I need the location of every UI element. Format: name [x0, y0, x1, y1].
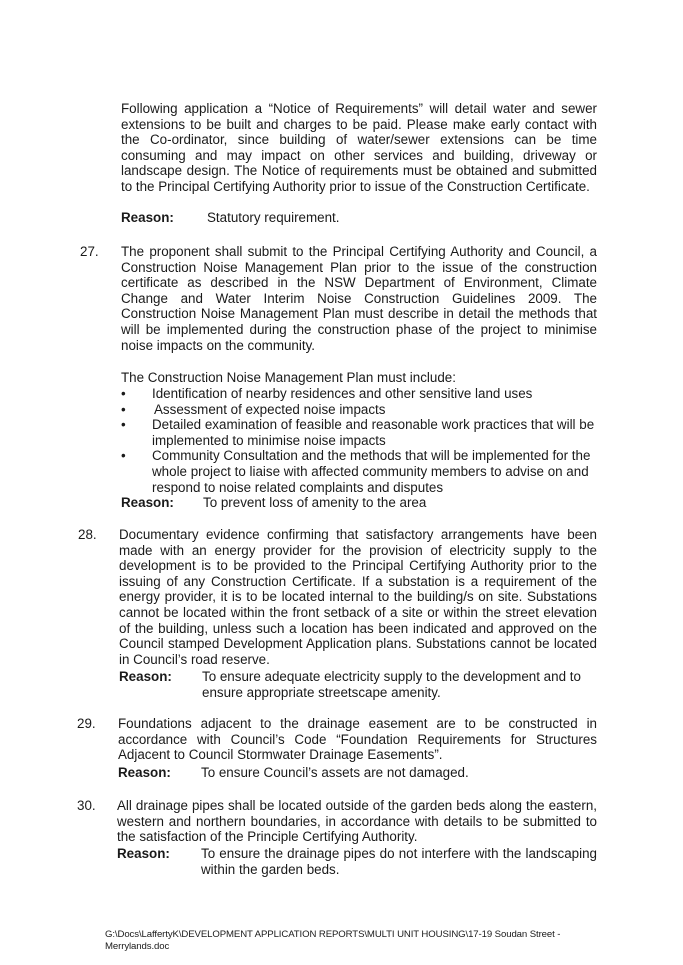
list-item-text: Community Consultation and the methods that will be implemented for the whole project to liaise with affected community members to advise on and respond to noise related complaints and disputes	[152, 448, 591, 495]
list-item	[121, 402, 597, 418]
list-item-text: Detailed examination of feasible and reasonable work practices that will be implemented to minimise noise impacts	[152, 417, 595, 448]
reason-label: Reason:	[117, 846, 170, 861]
condition-reason	[117, 846, 597, 877]
condition-number: 28.	[78, 527, 97, 542]
condition-number: 29.	[77, 716, 96, 731]
reason-text: Statutory requirement.	[207, 210, 340, 225]
list-intro: The Construction Noise Management Plan must include:	[121, 370, 456, 385]
intro-reason	[121, 210, 597, 226]
reason-label: Reason:	[121, 210, 174, 225]
reason-text: To ensure Council’s assets are not damaged.	[201, 765, 469, 780]
bullet-list	[121, 386, 597, 495]
reason-text: To ensure adequate electricity supply to the development and to ensure appropriate streetscape amenity.	[202, 669, 581, 700]
list-item	[121, 386, 597, 402]
condition-number: 30.	[77, 798, 96, 813]
intro-paragraph: Following application a “Notice of Requirements” will detail water and sewer extensions to be built and charges to be paid. Please make early contact with the Co-ordinator, since building of water/sewer extensions can be time consuming and may impact on other services and building, driveway or landscape design. The Notice of requirements must be obtained and submitted to the Principal Certifying Authority prior to issue of the Construction Certificate.	[121, 101, 597, 194]
bullet-icon: •	[121, 386, 126, 401]
condition-text: The proponent shall submit to the Principal Certifying Authority and Council, a Construction Noise Management Plan prior to the issue of the construction certificate as described in the NSW Department of Environment, Climate Change and Water Interim Noise Construction Guidelines 2009. The Construction Noise Management Plan must describe in detail the methods that will be implemented during the construction phase of the project to minimise noise impacts on the community.	[121, 244, 597, 353]
condition-reason	[119, 669, 597, 700]
reason-label: Reason:	[118, 765, 171, 780]
condition-reason	[118, 765, 597, 781]
condition-text: Documentary evidence confirming that satisfactory arrangements have been made with an energy provider for the provision of electricity supply to the development is to be provided to the Principal Certifying Authority prior to the issuing of any Construction Certificate. If a substation is a requirement of the energy provider, it is to be located internal to the building/s on site. Substations cannot be located within the front setback of a site or within the street elevation of the building, unless such a location has been indicated and approved on the Council stamped Development Application plans. Substations cannot be located in Council’s road reserve.	[119, 527, 597, 667]
bullet-icon: •	[121, 417, 126, 433]
footer-file-path: G:\Docs\LaffertyK\DEVELOPMENT APPLICATION REPORTS\MULTI UNIT HOUSING\17-19 Soudan Street - Merrylands.doc	[105, 929, 561, 952]
list-item	[121, 448, 597, 495]
bullet-icon: •	[121, 448, 126, 464]
condition-number: 27.	[80, 244, 99, 259]
list-item	[121, 417, 597, 448]
condition-text: Foundations adjacent to the drainage easement are to be constructed in accordance with Council’s Code “Foundation Requirements for Structures Adjacent to Council Stormwater Drainage Easements”.	[118, 716, 597, 763]
reason-text: To ensure the drainage pipes do not interfere with the landscaping within the garden beds.	[201, 846, 597, 877]
bullet-icon: •	[121, 401, 126, 417]
condition-text: All drainage pipes shall be located outside of the garden beds along the eastern, western and northern boundaries, in accordance with details to be submitted to the satisfaction of the Principle Certifying Authority.	[117, 798, 597, 845]
list-item-text: Identification of nearby residences and other sensitive land uses	[152, 386, 533, 401]
condition-reason	[121, 495, 597, 511]
reason-label: Reason:	[119, 669, 172, 684]
reason-label: Reason:	[121, 495, 174, 510]
list-item-text: Assessment of expected noise impacts	[154, 401, 386, 417]
reason-text: To prevent loss of amenity to the area	[203, 495, 427, 510]
